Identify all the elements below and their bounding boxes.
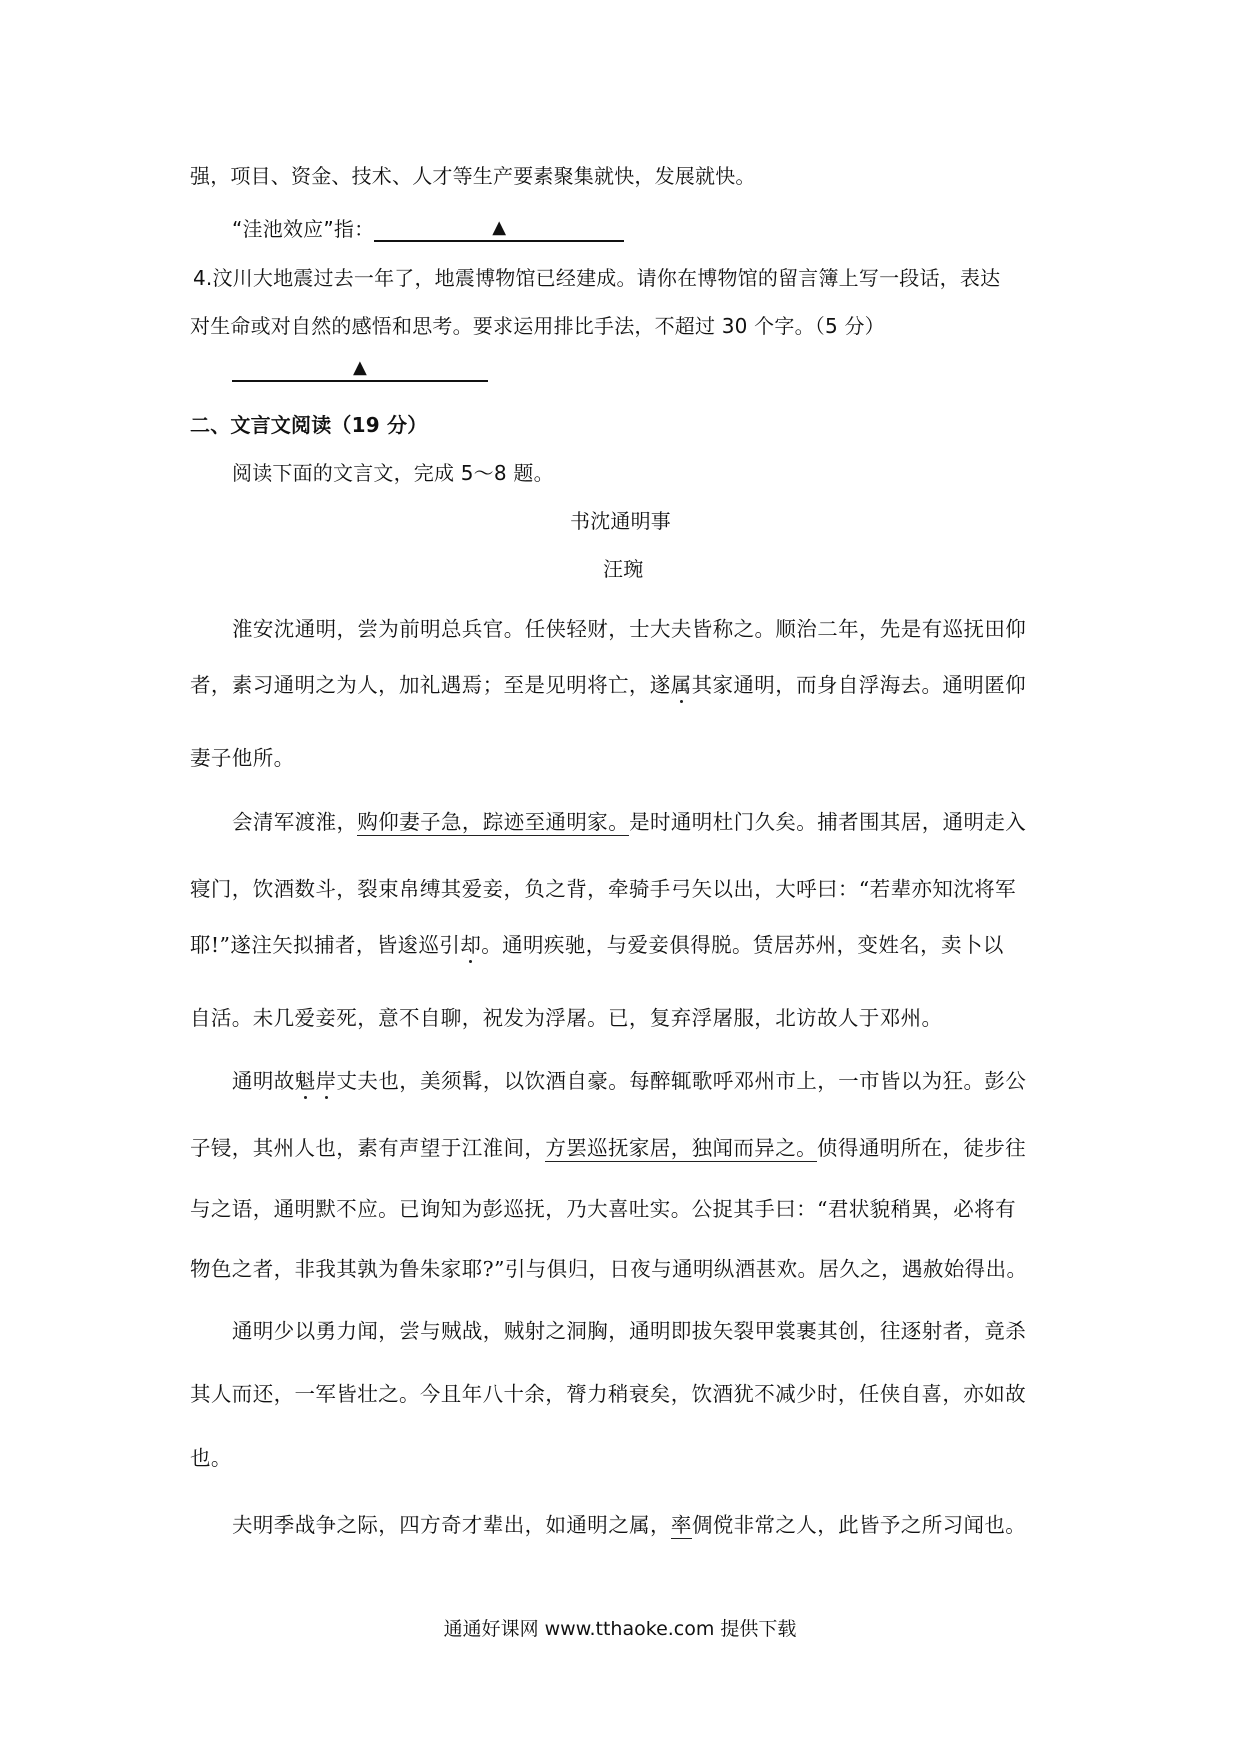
passage-author: 汪琬 — [603, 557, 644, 581]
passage-line: 物色之者，非我其孰为鲁朱家耶?”引与俱归，日夜与通明纵酒甚欢。居久之，遇赦始得出。 — [190, 1257, 1028, 1281]
passage-text: 子锓，其州人也，素有声望于江淮间， — [190, 1136, 546, 1160]
passage-text: 倜傥非常之人，此皆予之所习闻也。 — [691, 1513, 1027, 1537]
dotted-word: 属 — [670, 673, 692, 697]
passage-line: 妻子他所。 — [190, 746, 295, 770]
question-3-line — [232, 213, 624, 242]
passage-line — [190, 668, 1026, 698]
text-line: 强，项目、资金、技术、人才等生产要素聚集就快，发展就快。 — [190, 164, 756, 188]
answer-blank[interactable] — [232, 356, 488, 382]
passage-line — [232, 805, 1026, 835]
passage-line: 通明少以勇力闻，尝与贼战，贼射之洞胸，通明即拔矢裂甲裳裹其创，往逐射者，竟杀 — [232, 1319, 1027, 1343]
passage-line: 自活。未几爱妾死，意不自聊，祝发为浮屠。已，复弃浮屠服，北访故人于邓州。 — [190, 1006, 943, 1030]
passage-line — [190, 1131, 1026, 1161]
answer-blank[interactable] — [374, 216, 624, 242]
question-4-answer-line — [232, 356, 488, 382]
dotted-word: 却 — [460, 933, 482, 957]
passage-line — [232, 1508, 1026, 1538]
passage-line — [232, 1064, 1026, 1094]
passage-text: 。通明疾驰，与爱妾俱得脱。赁居苏州，变姓名，卖卜以 — [481, 933, 1004, 957]
triangle-marker: ▲ — [492, 217, 507, 238]
passage-line — [190, 928, 1004, 958]
passage-line: 也。 — [190, 1446, 232, 1470]
underlined-sentence: 购仰妻子急，踪迹至通明家。 — [357, 810, 630, 834]
passage-text: 丈夫也，美须髯，以饮酒自豪。每醉辄歌呼邓州市上，一市皆以为狂。彭公 — [336, 1069, 1027, 1093]
triangle-marker: ▲ — [352, 357, 368, 378]
question-3-label: “洼池效应”指： — [232, 217, 375, 241]
section-heading: 二、文言文阅读（19 分） — [190, 413, 428, 437]
passage-line: 寝门，饮酒数斗，裂束帛缚其爱妾，负之背，牵骑手弓矢以出，大呼曰：“若辈亦知沈将军 — [190, 877, 1016, 901]
passage-text: 是时通明杜门久矣。捕者围其居，通明走入 — [629, 810, 1027, 834]
passage-text: 通明故 — [232, 1069, 295, 1093]
passage-line: 其人而还，一军皆壮之。今且年八十余，膂力稍衰矣，饮酒犹不减少时，任侠自喜，亦如故 — [190, 1382, 1026, 1406]
instruction-text: 阅读下面的文言文，完成 5～8 题。 — [232, 461, 554, 485]
dotted-word: 魁 — [294, 1069, 316, 1093]
passage-text: 者，素习通明之为人，加礼遇焉；至是见明将亡，遂 — [190, 673, 671, 697]
underlined-word: 率 — [670, 1513, 692, 1537]
passage-title: 书沈通明事 — [570, 509, 671, 533]
passage-text: 会清军渡淮， — [232, 810, 358, 834]
question-4-line2: 对生命或对自然的感悟和思考。要求运用排比手法，不超过 30 个字。（5 分） — [190, 314, 885, 338]
page-footer: 通通好课网 www.tthaoke.com 提供下载 — [443, 1618, 797, 1640]
question-4-line1: 4.汶川大地震过去一年了，地震博物馆已经建成。请你在博物馆的留言簿上写一段话，表达 — [193, 266, 1001, 290]
passage-text: 侦得通明所在，徒步往 — [817, 1136, 1027, 1160]
underlined-sentence: 方罢巡抚家居，独闻而异之。 — [545, 1136, 818, 1160]
passage-text: 耶!”遂注矢拟捕者，皆逡巡引 — [190, 933, 461, 957]
passage-line: 淮安沈通明，尝为前明总兵官。任侠轻财，士大夫皆称之。顺治二年，先是有巡抚田仰 — [232, 617, 1027, 641]
passage-line: 与之语，通明默不应。已询知为彭巡抚，乃大喜吐实。公捉其手曰：“君状貌稍異，必将有 — [190, 1197, 1016, 1221]
dotted-word: 岸 — [315, 1069, 337, 1093]
passage-text: 夫明季战争之际，四方奇才辈出，如通明之属， — [232, 1513, 671, 1537]
passage-text: 其家通明，而身自浮海去。通明匿仰 — [691, 673, 1027, 697]
